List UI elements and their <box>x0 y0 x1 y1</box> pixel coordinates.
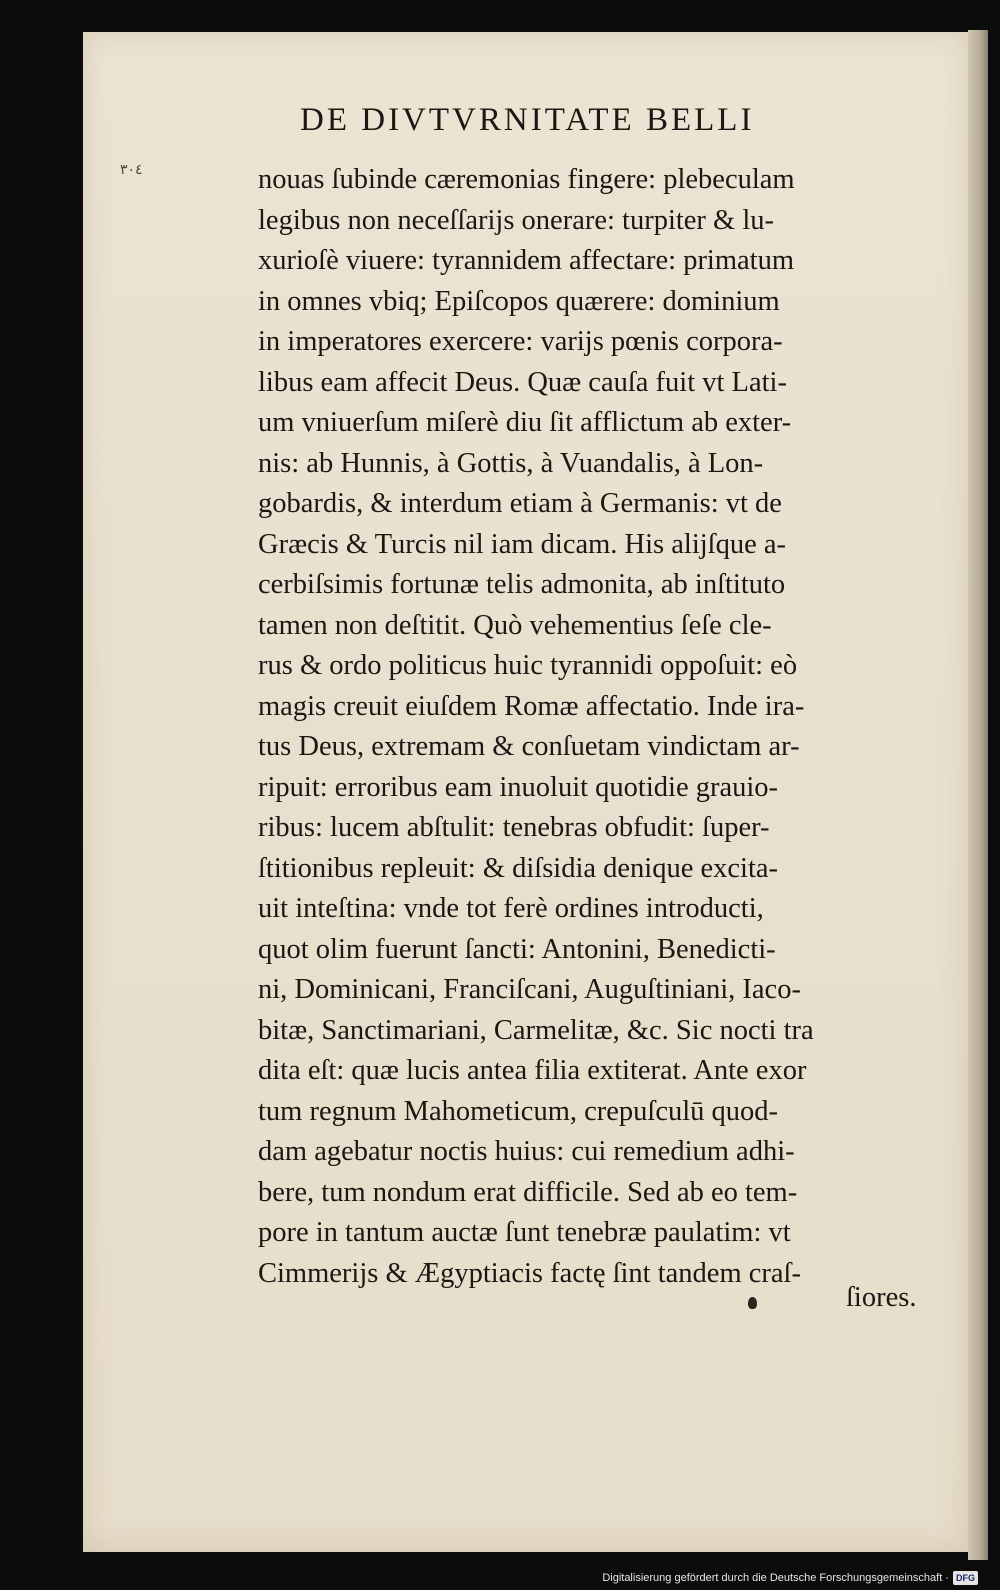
text-line: legibus non neceſſarijs onerare: turpiter & lu- <box>258 204 774 236</box>
text-line: libus eam affecit Deus. Quæ cauſa fuit vt Lati- <box>258 366 787 398</box>
text-line: rus & ordo politicus huic tyrannidi oppoſuit: eò <box>258 650 798 681</box>
page-edge <box>968 30 988 1560</box>
digitization-footer <box>602 1568 978 1588</box>
footer-credit: Digitalisierung gefördert durch die Deutsche Forschungsgemeinschaft · <box>602 1572 949 1584</box>
text-line: ribus: lucem abſtulit: tenebras obfudit: ſuper- <box>258 812 770 843</box>
text-line: Cimmerijs & Ægyptiacis factę ſint tandem craſ- <box>258 1257 801 1289</box>
text-line: xurioſè viuere: tyrannidem affectare: primatum <box>258 245 795 276</box>
text-line: nouas ſubinde cæremonias fingere: plebeculam <box>258 164 795 195</box>
ink-mark <box>748 1297 757 1309</box>
text-line: ripuit: erroribus eam inuoluit quotidie grauio- <box>258 771 779 803</box>
text-line: ni, Dominicani, Franciſcani, Auguſtiniani, Iaco- <box>258 974 801 1005</box>
text-line: um vniuerſum miſerè diu ſit afflictum ab exter- <box>258 407 792 438</box>
text-line: cerbiſsimis fortunæ telis admonita, ab inſtituto <box>258 569 786 600</box>
text-line: tamen non deſtitit. Quò vehementius ſeſe cle- <box>258 609 772 641</box>
text-line: bere, tum nondum erat difficile. Sed ab eo tem- <box>258 1176 798 1208</box>
text-line: tum regnum Mahometicum, crepuſculū quod- <box>258 1095 778 1127</box>
text-line: magis creuit eiuſdem Romæ affectatio. Inde ira- <box>258 690 805 722</box>
text-line: gobardis, & interdum etiam à Germanis: vt de <box>258 488 782 519</box>
text-line: ſtitionibus repleuit: & diſsidia denique excita- <box>258 852 779 884</box>
text-line: bitæ, Sanctimariani, Carmelitæ, &c. Sic nocti tra <box>258 1014 814 1046</box>
text-line: pore in tantum auctæ ſunt tenebræ paulatim: vt <box>258 1217 791 1248</box>
text-line: in omnes vbiq; Epiſcopos quærere: dominium <box>258 285 780 317</box>
text-line: uit inteſtina: vnde tot ferè ordines introducti, <box>258 893 764 924</box>
body-text <box>258 160 948 1294</box>
running-head: DE DIVTVRNITATE BELLI <box>300 102 755 138</box>
dfg-logo-icon: DFG <box>953 1571 978 1585</box>
text-line: tus Deus, extremam & conſuetam vindictam ar- <box>258 731 800 762</box>
margin-note: ٣٠٤ <box>120 162 143 178</box>
text-line: in imperatores exercere: varijs pœnis corpora- <box>258 326 783 357</box>
text-line: Græcis & Turcis nil iam dicam. His alijſque a- <box>258 528 786 560</box>
text-line: dam agebatur noctis huius: cui remedium adhi- <box>258 1136 795 1167</box>
text-line: dita eſt: quæ lucis antea filia extiterat. Ante exor <box>258 1055 807 1086</box>
catchword: ſiores. <box>846 1282 917 1313</box>
text-line: nis: ab Hunnis, à Gottis, à Vuandalis, à Lon- <box>258 447 764 479</box>
text-line: quot olim fuerunt ſancti: Antonini, Benedicti- <box>258 933 776 965</box>
